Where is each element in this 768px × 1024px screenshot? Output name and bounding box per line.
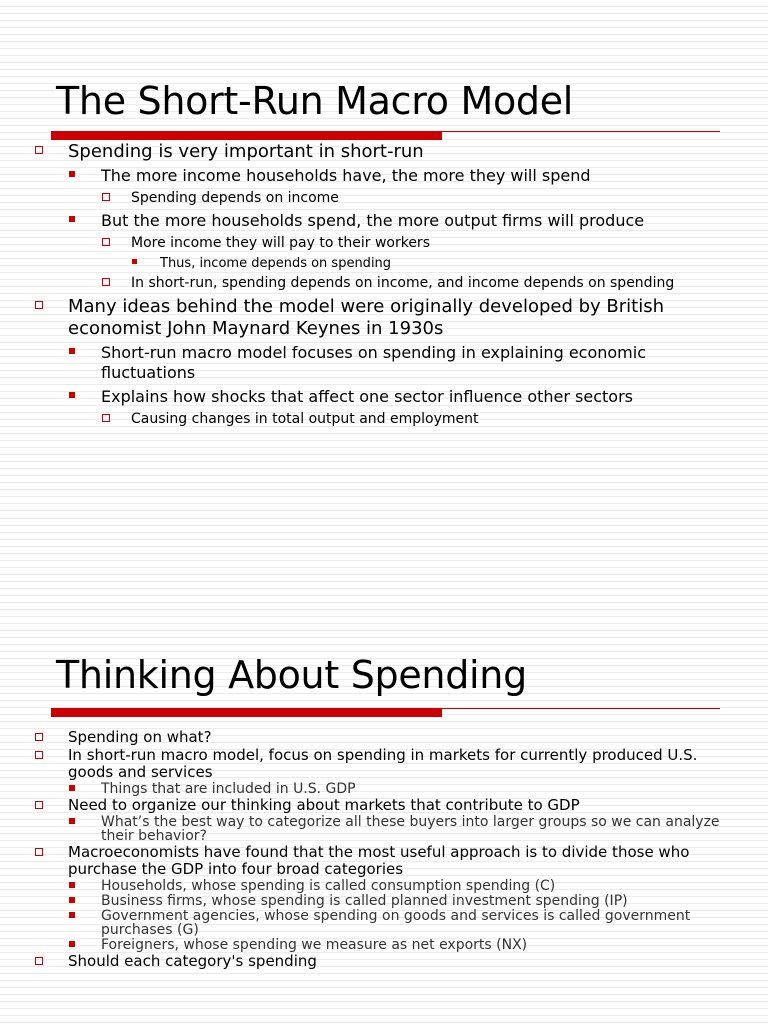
solid-square-icon [132,259,137,264]
bullet-text: Need to organize our thinking about markets that contribute to GDP [68,796,580,814]
hollow-square-icon [35,801,43,809]
bullet-text: In short-run, spending depends on income, and income depends on spending [131,275,675,291]
hollow-square-icon [35,751,43,759]
bullet-item [0,937,768,952]
bullet-item [0,952,768,970]
solid-square-icon [69,216,75,222]
bullet-text: In short-run macro model, focus on spending in markets for currently produced U.S. goods and services [68,746,698,781]
hollow-square-icon [102,414,110,422]
hollow-square-icon [35,146,43,154]
bullet-item [0,893,768,908]
hollow-square-icon [102,278,110,286]
bullet-text: What’s the best way to categorize all these buyers into larger groups so we can analyze their behavior? [101,814,720,844]
slide-2 [0,512,768,1024]
solid-square-icon [69,348,75,354]
bullet-item [0,254,768,273]
title-accent-bar [51,708,442,717]
bullet-item [0,385,768,409]
hollow-square-icon [35,301,43,309]
bullet-text: But the more households spend, the more output firms will produce [101,211,645,230]
hollow-square-icon [35,733,43,741]
bullet-item [0,781,768,796]
title-divider-line [51,131,720,132]
bullet-item [0,878,768,893]
bullet-text: Thus, income depends on spending [160,256,392,271]
solid-square-icon [69,171,75,177]
bullet-text: Spending depends on income [131,190,339,206]
bullet-item [0,409,768,430]
bullet-item [0,908,768,937]
bullet-list [0,139,768,430]
bullet-text: Business firms, whose spending is called planned investment spending (IP) [101,893,628,909]
bullet-text: Macroeconomists have found that the most useful approach is to divide those who purchase the GDP into four broad categories [68,843,690,878]
bullet-item [0,139,768,164]
solid-square-icon [69,912,75,918]
bullet-text: The more income households have, the more they will spend [101,166,591,185]
bullet-text: Foreigners, whose spending we measure as net exports (NX) [101,937,528,953]
bullet-item [0,233,768,254]
bullet-item [0,341,768,385]
hollow-square-icon [102,193,110,201]
bullet-item [0,746,768,781]
bullet-item [0,188,768,209]
bullet-text: More income they will pay to their workers [131,235,430,251]
solid-square-icon [69,392,75,398]
solid-square-icon [69,882,75,888]
bullet-text: Many ideas behind the model were originally developed by British economist John Maynard Keynes in 1930s [68,296,665,339]
bullet-item [0,843,768,878]
hollow-square-icon [35,957,43,965]
hollow-square-icon [35,848,43,856]
bullet-item [0,164,768,188]
slide-title: The Short-Run Macro Model [56,79,574,123]
bullet-item [0,814,768,843]
bullet-item [0,728,768,746]
bullet-item [0,796,768,814]
bullet-text: Government agencies, whose spending on goods and services is called government purchases (G) [101,908,691,938]
bullet-text: Spending is very important in short-run [68,141,424,162]
bullet-text: Explains how shocks that affect one sector influence other sectors [101,387,633,406]
bullet-text: Households, whose spending is called consumption spending (C) [101,878,556,894]
bullet-item [0,273,768,294]
bullet-list [0,728,768,970]
bullet-text: Short-run macro model focuses on spending in explaining economic fluctuations [101,343,646,382]
bullet-item [0,209,768,233]
hollow-square-icon [102,238,110,246]
bullet-text: Should each category's spending [68,952,317,970]
title-divider-line [51,708,720,709]
solid-square-icon [69,941,75,947]
bullet-text: Causing changes in total output and employment [131,411,479,427]
bullet-text: Things that are included in U.S. GDP [101,781,356,797]
slide-title: Thinking About Spending [56,653,527,697]
solid-square-icon [69,818,75,824]
solid-square-icon [69,785,75,791]
solid-square-icon [69,897,75,903]
bullet-text: Spending on what? [68,728,212,746]
bullet-item [0,294,768,341]
